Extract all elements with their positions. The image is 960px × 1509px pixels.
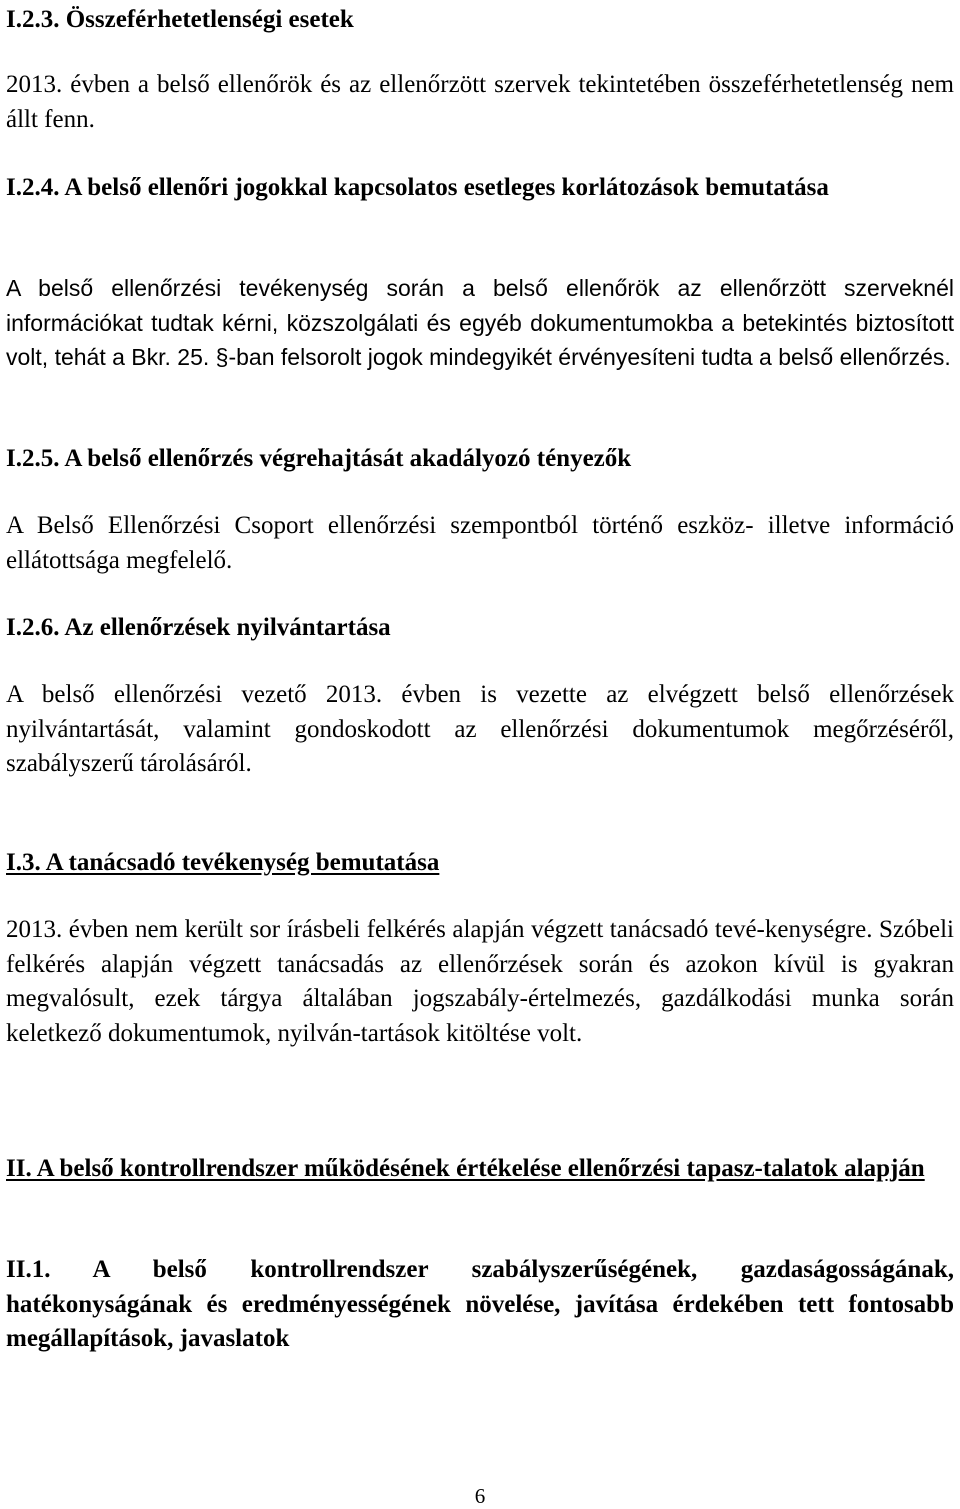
section-heading-i-2-4: I.2.4. A belső ellenőri jogokkal kapcsolatos esetleges korlátozások bemutatása bbox=[6, 174, 829, 201]
section-heading-i-3 bbox=[6, 846, 954, 881]
section-body-i-2-5: A Belső Ellenőrzési Csoport ellenőrzési szempontból történő eszköz- illetve információ ellátottsága megfelelő. bbox=[6, 512, 954, 574]
section-body-i-3: 2013. évben nem került sor írásbeli felkérés alapján végzett tanácsadó tevé-kenységre. Szóbeli felkérés alapján végzett tanácsadás az ellenőrzések során és azokon kívül is gyakran megvalósult, ezek tárgya általában jogszabály-értelmezés, gazdálkodási munka során keletkező dokumentumok, nyilván-tartások kitöltése volt. bbox=[6, 916, 954, 1047]
section-body-i-2-4: A belső ellenőrzési tevékenység során a belső ellenőrök az ellenőrzött szerveknél információkat tudtak kérni, közszolgálati és egyéb dokumentumokba a betekintés biztosított volt, tehát a Bkr. 25. §-ban felsorolt jogok mindegyikét érvényesíteni tudta a belső ellenőrzés. bbox=[6, 275, 954, 370]
section-body-i-2-6: A belső ellenőrzési vezető 2013. évben is vezette az elvégzett belső ellenőrzések nyilvántartását, valamint gondoskodott az ellenőrzési dokumentumok megőrzéséről, szabályszerű tárolásáról. bbox=[6, 681, 954, 777]
section-heading-i-2-6: I.2.6. Az ellenőrzések nyilvántartása bbox=[6, 614, 391, 641]
section-heading-i-3-text: I.3. A tanácsadó tevékenység bemutatása bbox=[6, 849, 440, 876]
page-number: 6 bbox=[474, 1484, 486, 1508]
section-heading-i-2-3: I.2.3. Összeférhetetlenségi esetek bbox=[6, 6, 354, 33]
section-heading-ii: II. A belső kontrollrendszer működésének értékelése ellenőrzési tapasz-talatok alapján bbox=[6, 1155, 925, 1182]
section-body-i-2-3: 2013. évben a belső ellenőrök és az ellenőrzött szervek tekintetében összeférhetetlenség nem állt fenn. bbox=[6, 71, 954, 133]
section-heading-i-2-5: I.2.5. A belső ellenőrzés végrehajtását akadályozó tényezők bbox=[6, 445, 632, 472]
section-heading-ii-1: II.1. A belső kontrollrendszer szabályszerűségének, gazdaságosságának, hatékonyságának és eredményességének növelése, javítása érdekében tett fontosabb megállapítások, javaslatok bbox=[6, 1256, 954, 1352]
